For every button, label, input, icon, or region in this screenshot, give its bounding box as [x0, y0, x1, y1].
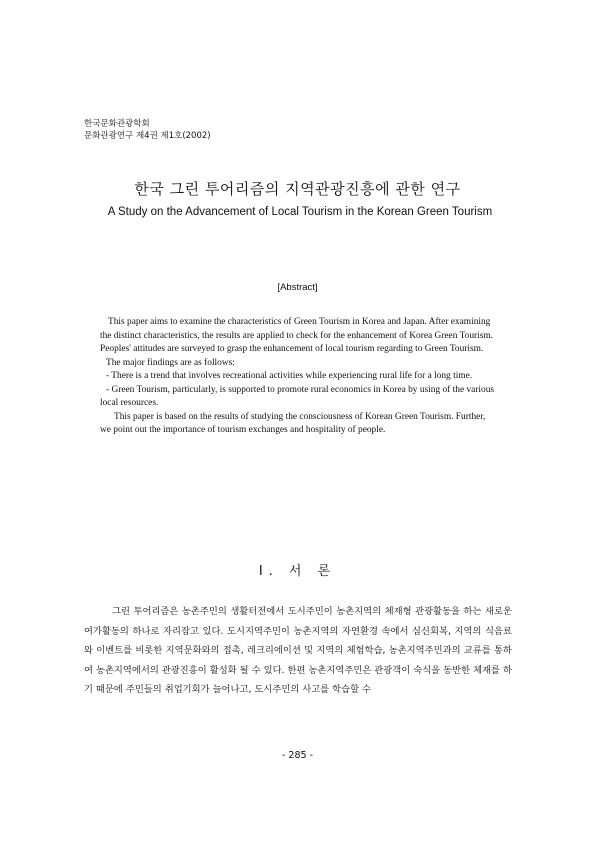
- abstract-paragraph-finding-1: - There is a trend that involves recreational activities while experiencing rural life for a long time.: [106, 371, 473, 381]
- society-name: 한국문화관광학회: [84, 119, 150, 129]
- journal-issue: 문화관광연구 제4권 제1호(2002): [84, 131, 211, 141]
- journal-header: [84, 118, 211, 142]
- section-title: Ⅰ. 서 론: [258, 564, 337, 579]
- body-text: [84, 602, 512, 700]
- english-title: A Study on the Advancement of Local Tourism in the Korean Green Tourism: [107, 206, 493, 218]
- abstract-paragraph-findings-intro: The major findings are as follows:: [106, 357, 235, 368]
- abstract-body: [100, 316, 496, 438]
- abstract-paragraph-conclusion: This paper is based on the results of studying the consciousness of Korean Green Tourism. Further, we point out the importance of tourism exchanges and hospitality of people.: [100, 411, 486, 435]
- abstract-paragraph-purpose: This paper aims to examine the characteristics of Green Tourism in Korea and Japan. After examining the distinct characteristics, the results are applied to check for the enhancement of Korea Green Tourism. Peoples' attitudes are surveyed to grasp the enhancement of local tourism regarding to Green Tourism.: [100, 317, 494, 354]
- page-number: - 285 -: [281, 750, 314, 761]
- abstract-paragraph-finding-2: - Green Tourism, particularly, is supported to promote rural economics in Korea by using of the various local resources.: [100, 384, 495, 408]
- body-paragraph: 그린 투어리즘은 농촌주민의 생활터전에서 도시주민이 농촌지역의 체재형 관광활동을 하는 새로운 여가활동의 하나로 자리잡고 있다. 도시지역주민이 농촌지역의 자연환경 속에서 심신회복, 지역의 식음료와 이벤트를 비롯한 지역문화와의 접촉, 레크리에이션 및 지역의 체험학습, 농촌지역주민과의 교류를 통하여 농촌지역에서의 관광진흥이 활성화 될 수 있다. 한편 농촌지역주민은 관광객이 숙식을 동반한 체재를 하기 때문에 주민들의 취업기회가 늘어나고, 도시주민의 사고를 학습할 수: [84, 606, 512, 695]
- abstract-heading: [Abstract]: [277, 282, 318, 293]
- korean-title: 한국 그린 투어리즘의 지역관광진흥에 관한 연구: [134, 180, 461, 198]
